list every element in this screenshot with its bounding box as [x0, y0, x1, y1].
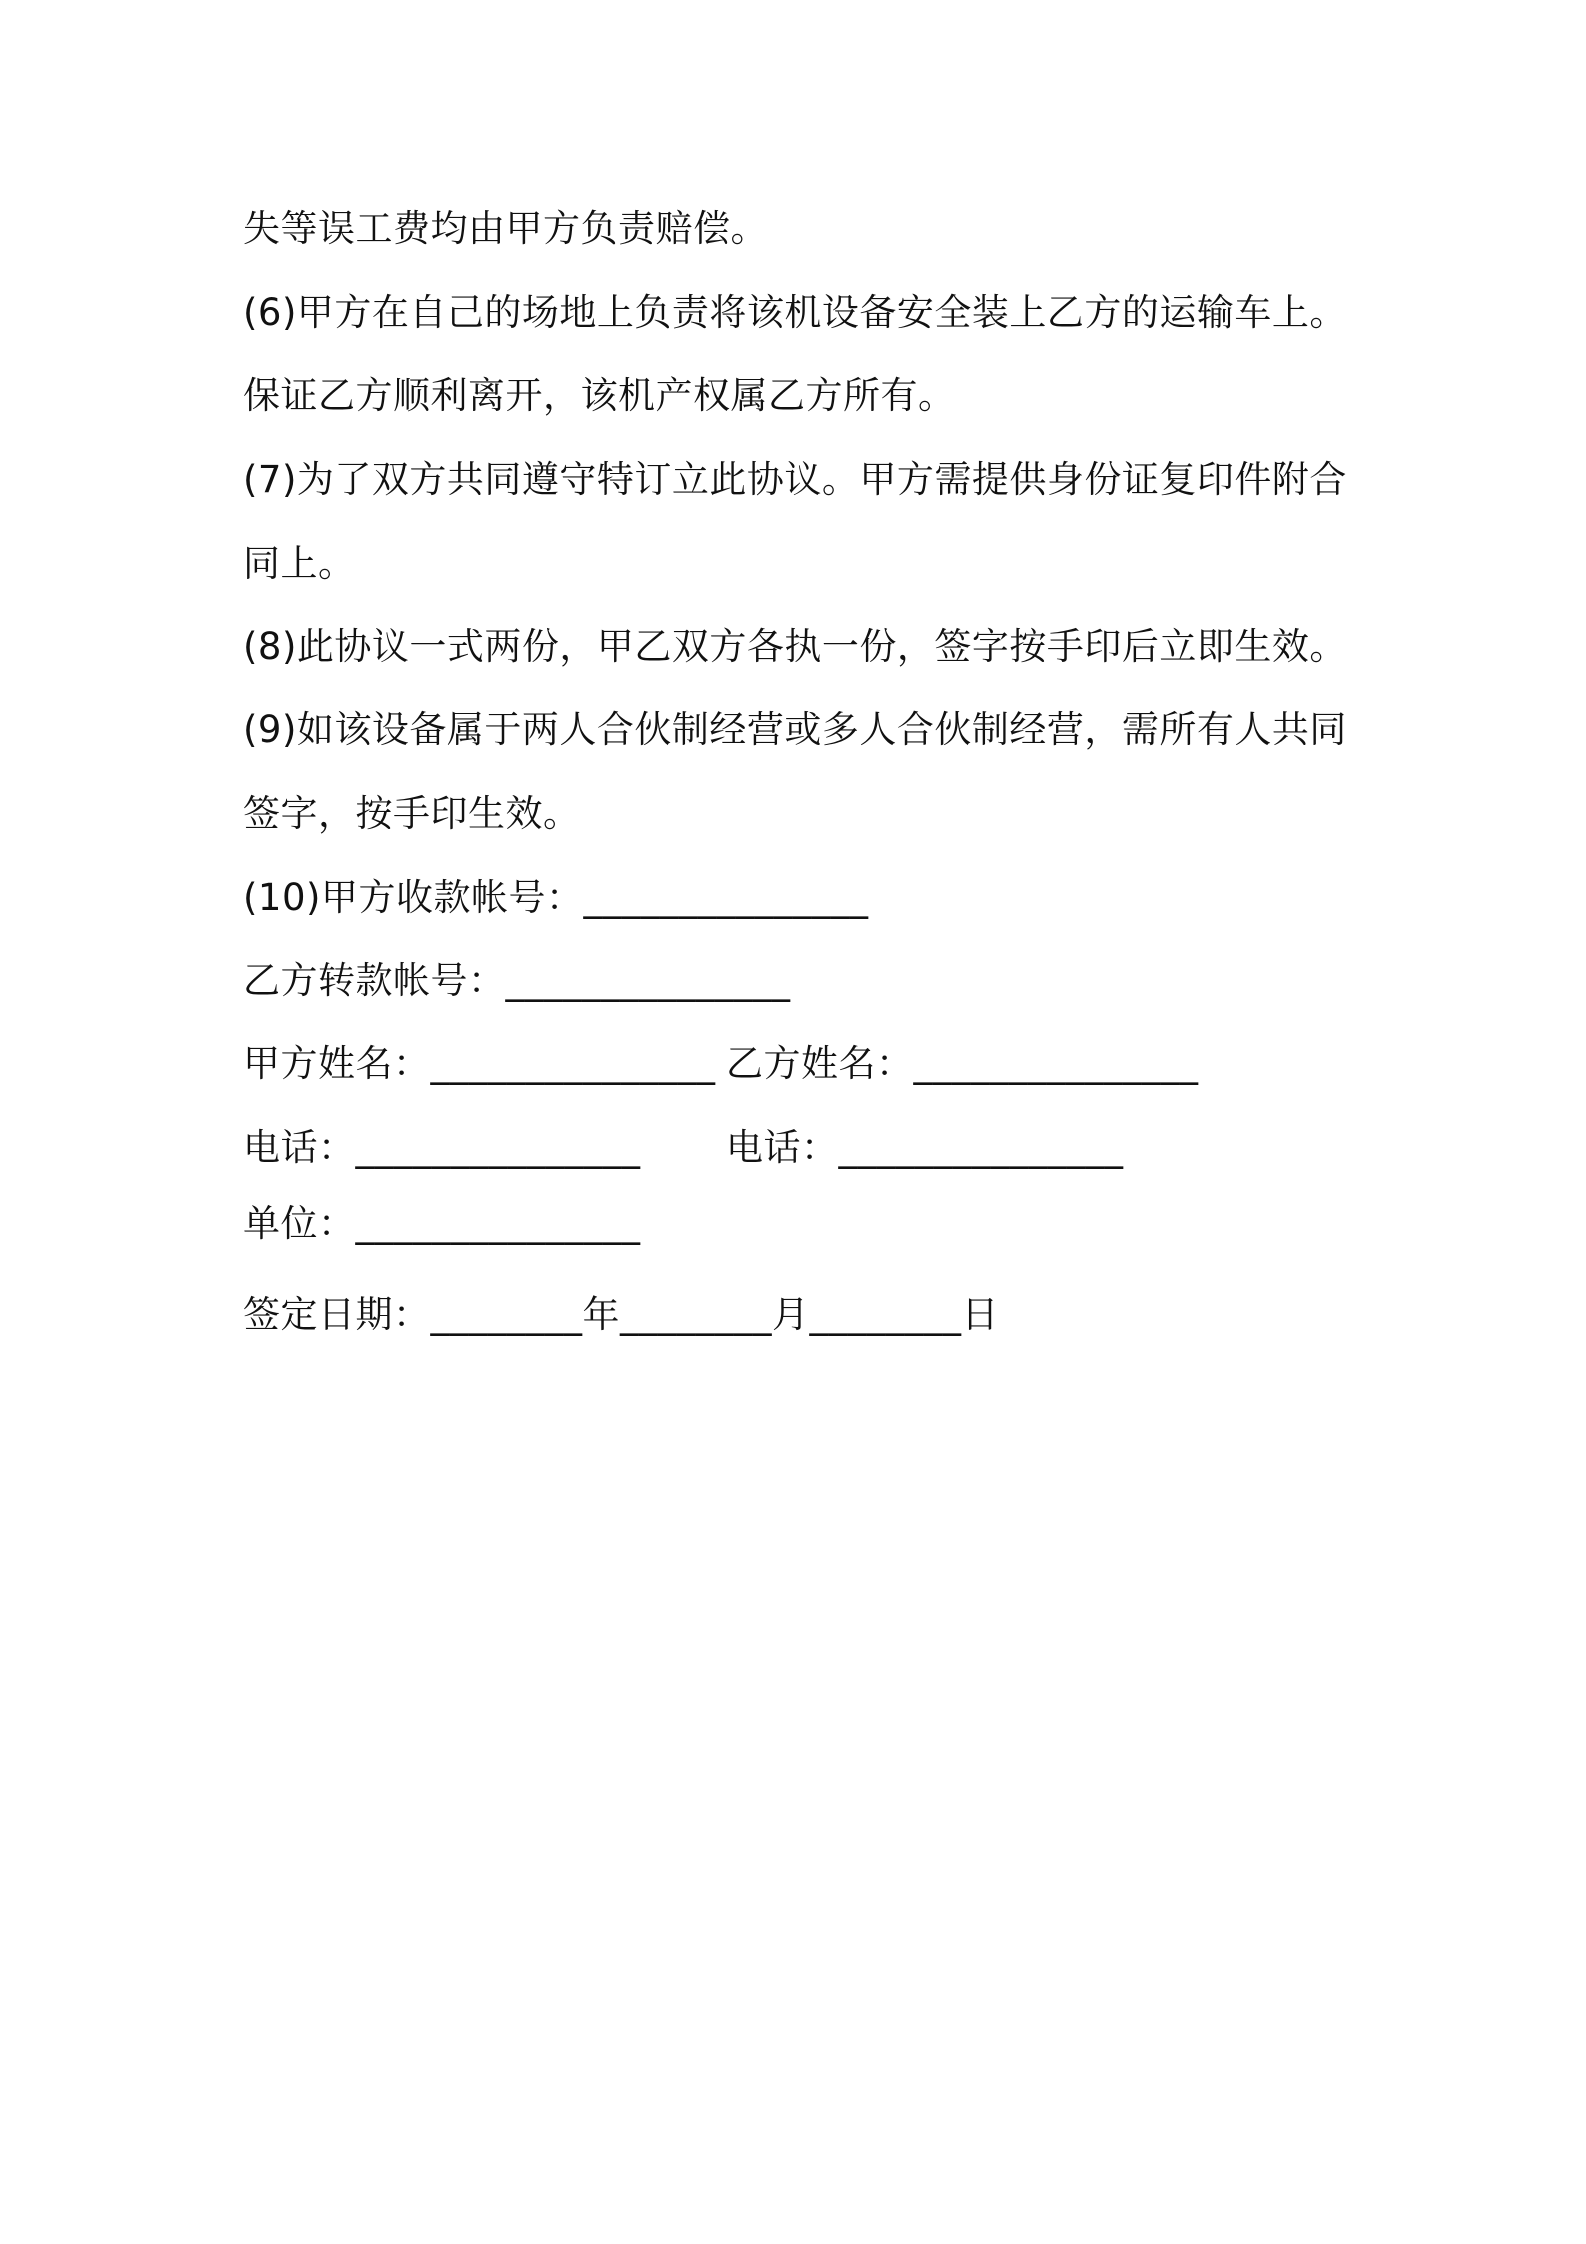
party-a-name-field: 甲方姓名：_______________: [243, 1042, 716, 1085]
party-b-phone-field: 电话：_______________: [726, 1126, 1124, 1169]
party-a-account-field: (10)甲方收款帐号：_______________: [243, 876, 869, 919]
party-b-account-field: 乙方转款帐号：_______________: [243, 959, 791, 1002]
clause-8: (8)此协议一式两份，甲乙双方各执一份，签字按手印后立即生效。: [243, 625, 1347, 668]
party-a-phone-field: 电话：_______________: [243, 1126, 641, 1169]
clause-7-line-2: 同上。: [243, 542, 356, 585]
clause-5-continuation: 失等误工费均由甲方负责赔偿。: [243, 207, 768, 250]
clause-6-line-2: 保证乙方顺利离开，该机产权属乙方所有。: [243, 374, 956, 417]
clause-9-line-1: (9)如该设备属于两人合伙制经营或多人合伙制经营，需所有人共同: [243, 708, 1347, 751]
clause-9-line-2: 签字，按手印生效。: [243, 792, 581, 835]
sign-date-field: 签定日期：________年________月________日: [243, 1293, 999, 1336]
clause-7-line-1: (7)为了双方共同遵守特订立此协议。甲方需提供身份证复印件附合: [243, 458, 1347, 501]
party-b-name-field: 乙方姓名：_______________: [726, 1042, 1199, 1085]
unit-field: 单位：_______________: [243, 1202, 641, 1245]
clause-6-line-1: (6)甲方在自己的场地上负责将该机设备安全装上乙方的运输车上。: [243, 291, 1347, 334]
